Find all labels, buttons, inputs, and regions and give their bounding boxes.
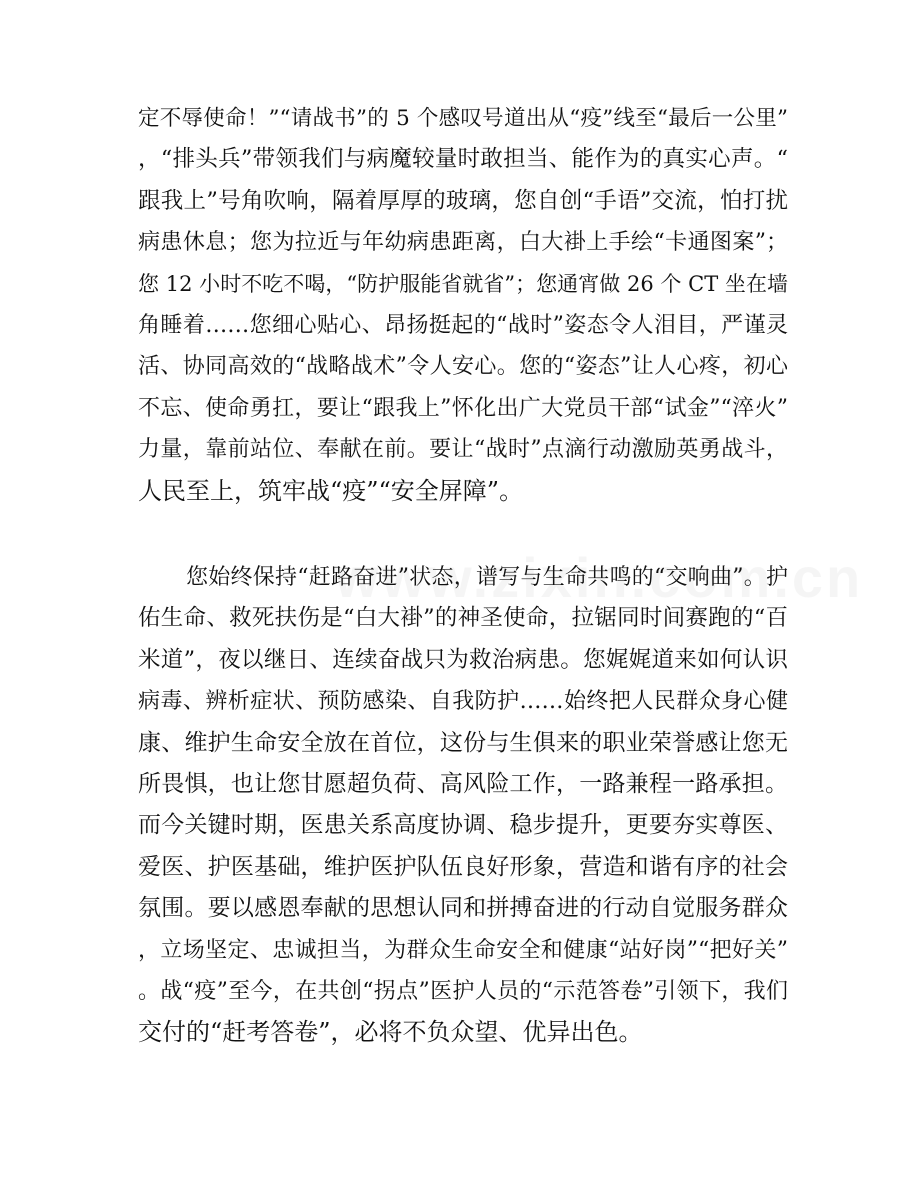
text-line: 定不辱使命！”“请战书”的 5 个感叹号道出从“疫”线至“最后一公里” (138, 106, 788, 131)
text-line: 氛围。要以感恩奉献的思想认同和拼搏奋进的行动自觉服务群众 (138, 895, 788, 922)
text-line: 不忘、使命勇扛，要让“跟我上”怀化出广大党员干部“试金”“淬火” (138, 395, 788, 421)
text-line: 您 12 小时不吃不喝，“防护服能省就省”；您通宵做 26 个 CT 坐在墙 (138, 271, 788, 296)
text-line: 跟我上”号角吹响，隔着厚厚的玻璃，您自创“手语”交流，怕打扰 (138, 187, 788, 214)
text-line: 力量，靠前站位、奉献在前。要让“战时”点滴行动激励英勇战斗， (138, 437, 788, 463)
text-line: ，立场坚定、忠诚担当，为群众生命安全和健康“站好岗”“把好关” (138, 937, 788, 963)
text-line: 病患休息；您为拉近与年幼病患距离，白大褂上手绘“卡通图案”； (138, 230, 788, 256)
text-line: 。战“疫”至今，在共创“拐点”医护人员的“示范答卷”引领下，我们 (138, 978, 788, 1004)
text-line: 交付的“赶考答卷”，必将不负众望、优异出色。 (138, 1018, 643, 1047)
text-line: ，“排头兵”带领我们与病魔较量时敢担当、能作为的真实心声。“ (138, 146, 788, 173)
paragraph-1 (138, 98, 788, 512)
text-line: 病毒、辨析症状、预防感染、自我防护……始终把人民群众身心健 (138, 689, 788, 715)
text-line: 爱医、护医基础，维护医护队伍良好形象，营造和谐有序的社会 (138, 853, 788, 880)
text-line: 米道”，夜以继日、连续奋战只为救治病患。您娓娓道来如何认识 (138, 646, 788, 673)
text-line: 所畏惧，也让您甘愿超负荷、高风险工作，一路兼程一路承担。 (138, 770, 788, 797)
paragraph-2 (138, 557, 788, 1054)
text-line: 您始终保持“赶路奋进”状态，谱写与生命共鸣的“交响曲”。护 (186, 565, 788, 590)
text-line: 佑生命、救死扶伤是“白大褂”的神圣使命，拉锯同时间赛跑的“百 (138, 605, 788, 632)
text-line: 康、维护生命安全放在首位，这份与生俱来的职业荣誉感让您无 (138, 729, 788, 756)
text-line: 角睡着……您细心贴心、昂扬挺起的“战时”姿态令人泪目，严谨灵 (138, 312, 788, 338)
text-line: 人民至上，筑牢战“疫”“安全屏障”。 (138, 476, 524, 505)
text-line: 而今关键时期，医患关系高度协调、稳步提升，更要夯实尊医、 (138, 812, 788, 839)
text-line: 活、协同高效的“战略战术”令人安心。您的“姿态”让人心疼，初心 (138, 354, 788, 380)
